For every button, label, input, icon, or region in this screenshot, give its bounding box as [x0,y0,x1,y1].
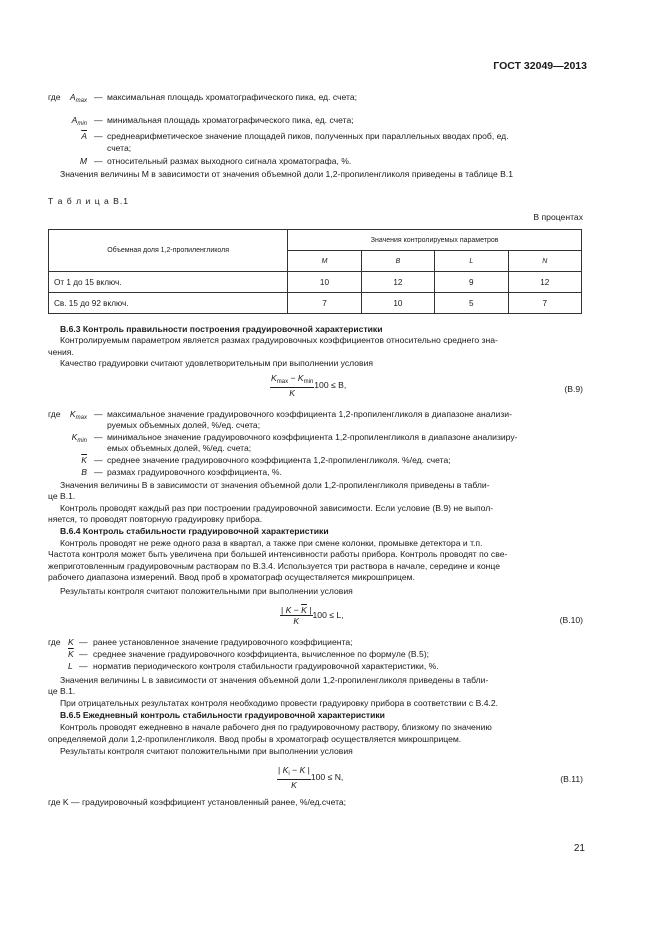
symbol-k-min: $K_{min}$ [71,432,87,444]
symbol-a-min: $A_{min}$ [71,115,87,127]
def-k-mean: среднее значение градуировочного коэффициента 1,2-пропиленгликоля. %/ед. счета; [107,455,451,465]
sub-header: M [288,251,361,272]
paragraph: няется, то проводят повторную градуировку прибора. [48,514,263,524]
dash: — [79,661,88,671]
paragraph: Значения величины B в зависимости от значения объемной доли 1,2-пропиленгликоля приведены в табли- [60,480,490,490]
paragraph: чения. [48,347,74,357]
where-label: где [48,637,61,647]
paragraph: Частота контроля может быть увеличена при большей интенсивности работы прибора. Контроль проводят по све- [48,549,508,559]
standard-header: ГОСТ 32049—2013 [493,60,587,72]
cell: 12 [361,272,434,293]
paragraph: це В.1. [48,686,76,696]
sub-header: B [361,251,434,272]
dash: — [94,131,103,141]
dash: — [94,432,103,442]
paragraph: Качество градуировки считают удовлетворительным при выполнении условия [60,358,374,368]
data-table [48,229,582,314]
dash: — [79,649,88,659]
symbol-k: K [68,637,74,647]
cell: 10 [288,272,361,293]
page-number: 21 [573,843,585,854]
paragraph: При отрицательных результатах контроля необходимо провести градуировку прибора в соответствии с В.4.2. [60,698,499,708]
def-k-mean: среднее значение градуировочного коэффициента, вычисленное по формуле (В.5); [93,649,430,659]
dash: — [94,115,103,125]
def-a-mean: среднеарифметическое значение площадей пиков, полученных при параллельных вводах проб, ед. [107,131,509,141]
section-heading-b65: В.6.5 Ежедневный контроль стабильности градуировочной характеристики [60,710,385,720]
note-table-ref: Значения величины M в зависимости от значения объемной доли 1,2-пропиленгликоля приведены в таблице В.1 [60,169,514,179]
formula-b11 [277,765,343,790]
equation-number: (В.11) [560,774,583,784]
def-b: размах градуировочного коэффициента, %. [107,467,282,477]
paragraph: це В.1. [48,491,76,501]
paragraph: Контроль проводят не реже одного раза в квартал, а также при смене колонки, промывке детектора и т.п. [60,538,483,548]
row-label: От 1 до 15 включ. [49,272,288,293]
formula-rest: 100 ≤ L, [312,609,344,620]
def-m: относительный размах выходного сигнала хроматографа, %. [107,156,352,166]
paragraph: Значения величины L в зависимости от значения объемной доли 1,2-пропиленгликоля приведены в табли- [60,675,489,685]
formula-den: K [289,388,295,398]
def-k-min-cont: емых объемных долей, %/ед. счета; [107,443,252,453]
symbol-m: M [79,156,87,166]
formula-rest: 100 ≤ N, [310,771,344,782]
table-row [49,293,582,314]
where-label: где [48,92,61,102]
formula-den: K [293,616,300,626]
row-label: Св. 15 до 92 включ. [49,293,288,314]
def-a-max: максимальная площадь хроматографического пика, ед. счета; [107,92,358,102]
section-heading-b64: В.6.4 Контроль стабильности градуировочной характеристики [60,526,329,536]
paragraph: рабочего диапазона измерений. Ввод проб в хроматограф осуществляется микрошприцем. [48,572,415,582]
dash: — [94,156,103,166]
paragraph: Контролируемым параметром является размах градуировочных коэффициентов относительно среднего зна- [60,335,498,345]
paragraph: определяемой доли 1,2-пропиленгликоля. Ввод пробы в хроматограф осуществляется микрошприцем. [48,734,462,744]
formula-b10 [280,605,344,626]
symbol-l: L [68,661,73,671]
formula-b9 [270,373,346,398]
def-l: норматив периодического контроля стабильности градуировочной характеристики, %. [93,661,439,671]
formula-den: K [291,780,297,790]
cell: 10 [361,293,434,314]
symbol-a-max: $A_{max}$ [69,92,87,104]
def-a-min: минимальная площадь хроматографического пика, ед. счета; [107,115,354,125]
def-k: ранее установленное значение градуировочного коэффициента; [93,637,353,647]
dash: — [94,92,103,102]
def-k-min: минимальное значение градуировочного коэффициента 1,2-пропиленгликоля в диапазоне анализиру- [107,432,518,442]
cell: 7 [288,293,361,314]
dash: — [94,409,103,419]
def-k-max: максимальное значение градуировочного коэффициента 1,2-пропиленгликоля в диапазоне анализи- [107,409,512,419]
group-header: Значения контролируемых параметров [288,230,582,251]
table-caption: Т а б л и ц а В.1 [48,196,130,206]
table-units: В процентах [533,212,583,222]
cell: 5 [435,293,508,314]
sub-header: L [435,251,508,272]
formula-num: $K_{max} - K_{min}$ [270,373,314,388]
paragraph: жеприготовленным градуировочным растворам по В.3.4. Используется три раствора в начале, середине и конце [48,561,500,571]
dash: — [94,455,103,465]
formula-num: | $K_i - K$ | [277,765,311,780]
paragraph: Результаты контроля считают положительными при выполнении условия [60,746,353,756]
paragraph: Результаты контроля считают положительными при выполнении условия [60,586,353,596]
cell: 7 [508,293,581,314]
paragraph: где K — градуировочный коэффициент установленный ранее, %/ед.счета; [48,797,347,807]
table-row [49,272,582,293]
symbol-k-mean: $\overline{K}$ [81,455,87,465]
dash: — [79,637,88,647]
paragraph: Контроль проводят ежедневно в начале рабочего дня по градуировочному раствору, близкому по значению [60,722,492,732]
symbol-k-mean: $\overline{K}$ [68,649,74,659]
def-a-mean-cont: счета; [107,143,132,153]
cell: 12 [508,272,581,293]
symbol-b: B [81,467,87,477]
symbol-a-mean: $\overline{A}$ [81,131,87,141]
equation-number: (В.9) [564,384,583,394]
equation-number: (В.10) [559,615,583,625]
paragraph: Контроль проводят каждый раз при построении градуировочной зависимости. Если условие (В.9) не выпол- [60,503,494,513]
formula-rest: 100 ≤ B, [314,379,347,390]
def-k-max-cont: руемых объемных долей, %/ед. счета; [107,420,261,430]
col1-header: Объемная доля 1,2-пропиленгликоля [49,230,288,272]
formula-num: | $K - \overline{K}$ | [281,605,312,615]
cell: 9 [435,272,508,293]
dash: — [94,467,103,477]
section-heading-b63: В.6.3 Контроль правильности построения градуировочной характеристики [60,324,383,334]
where-label: где [48,409,61,419]
sub-header: N [508,251,581,272]
symbol-k-max: $K_{max}$ [69,409,87,421]
